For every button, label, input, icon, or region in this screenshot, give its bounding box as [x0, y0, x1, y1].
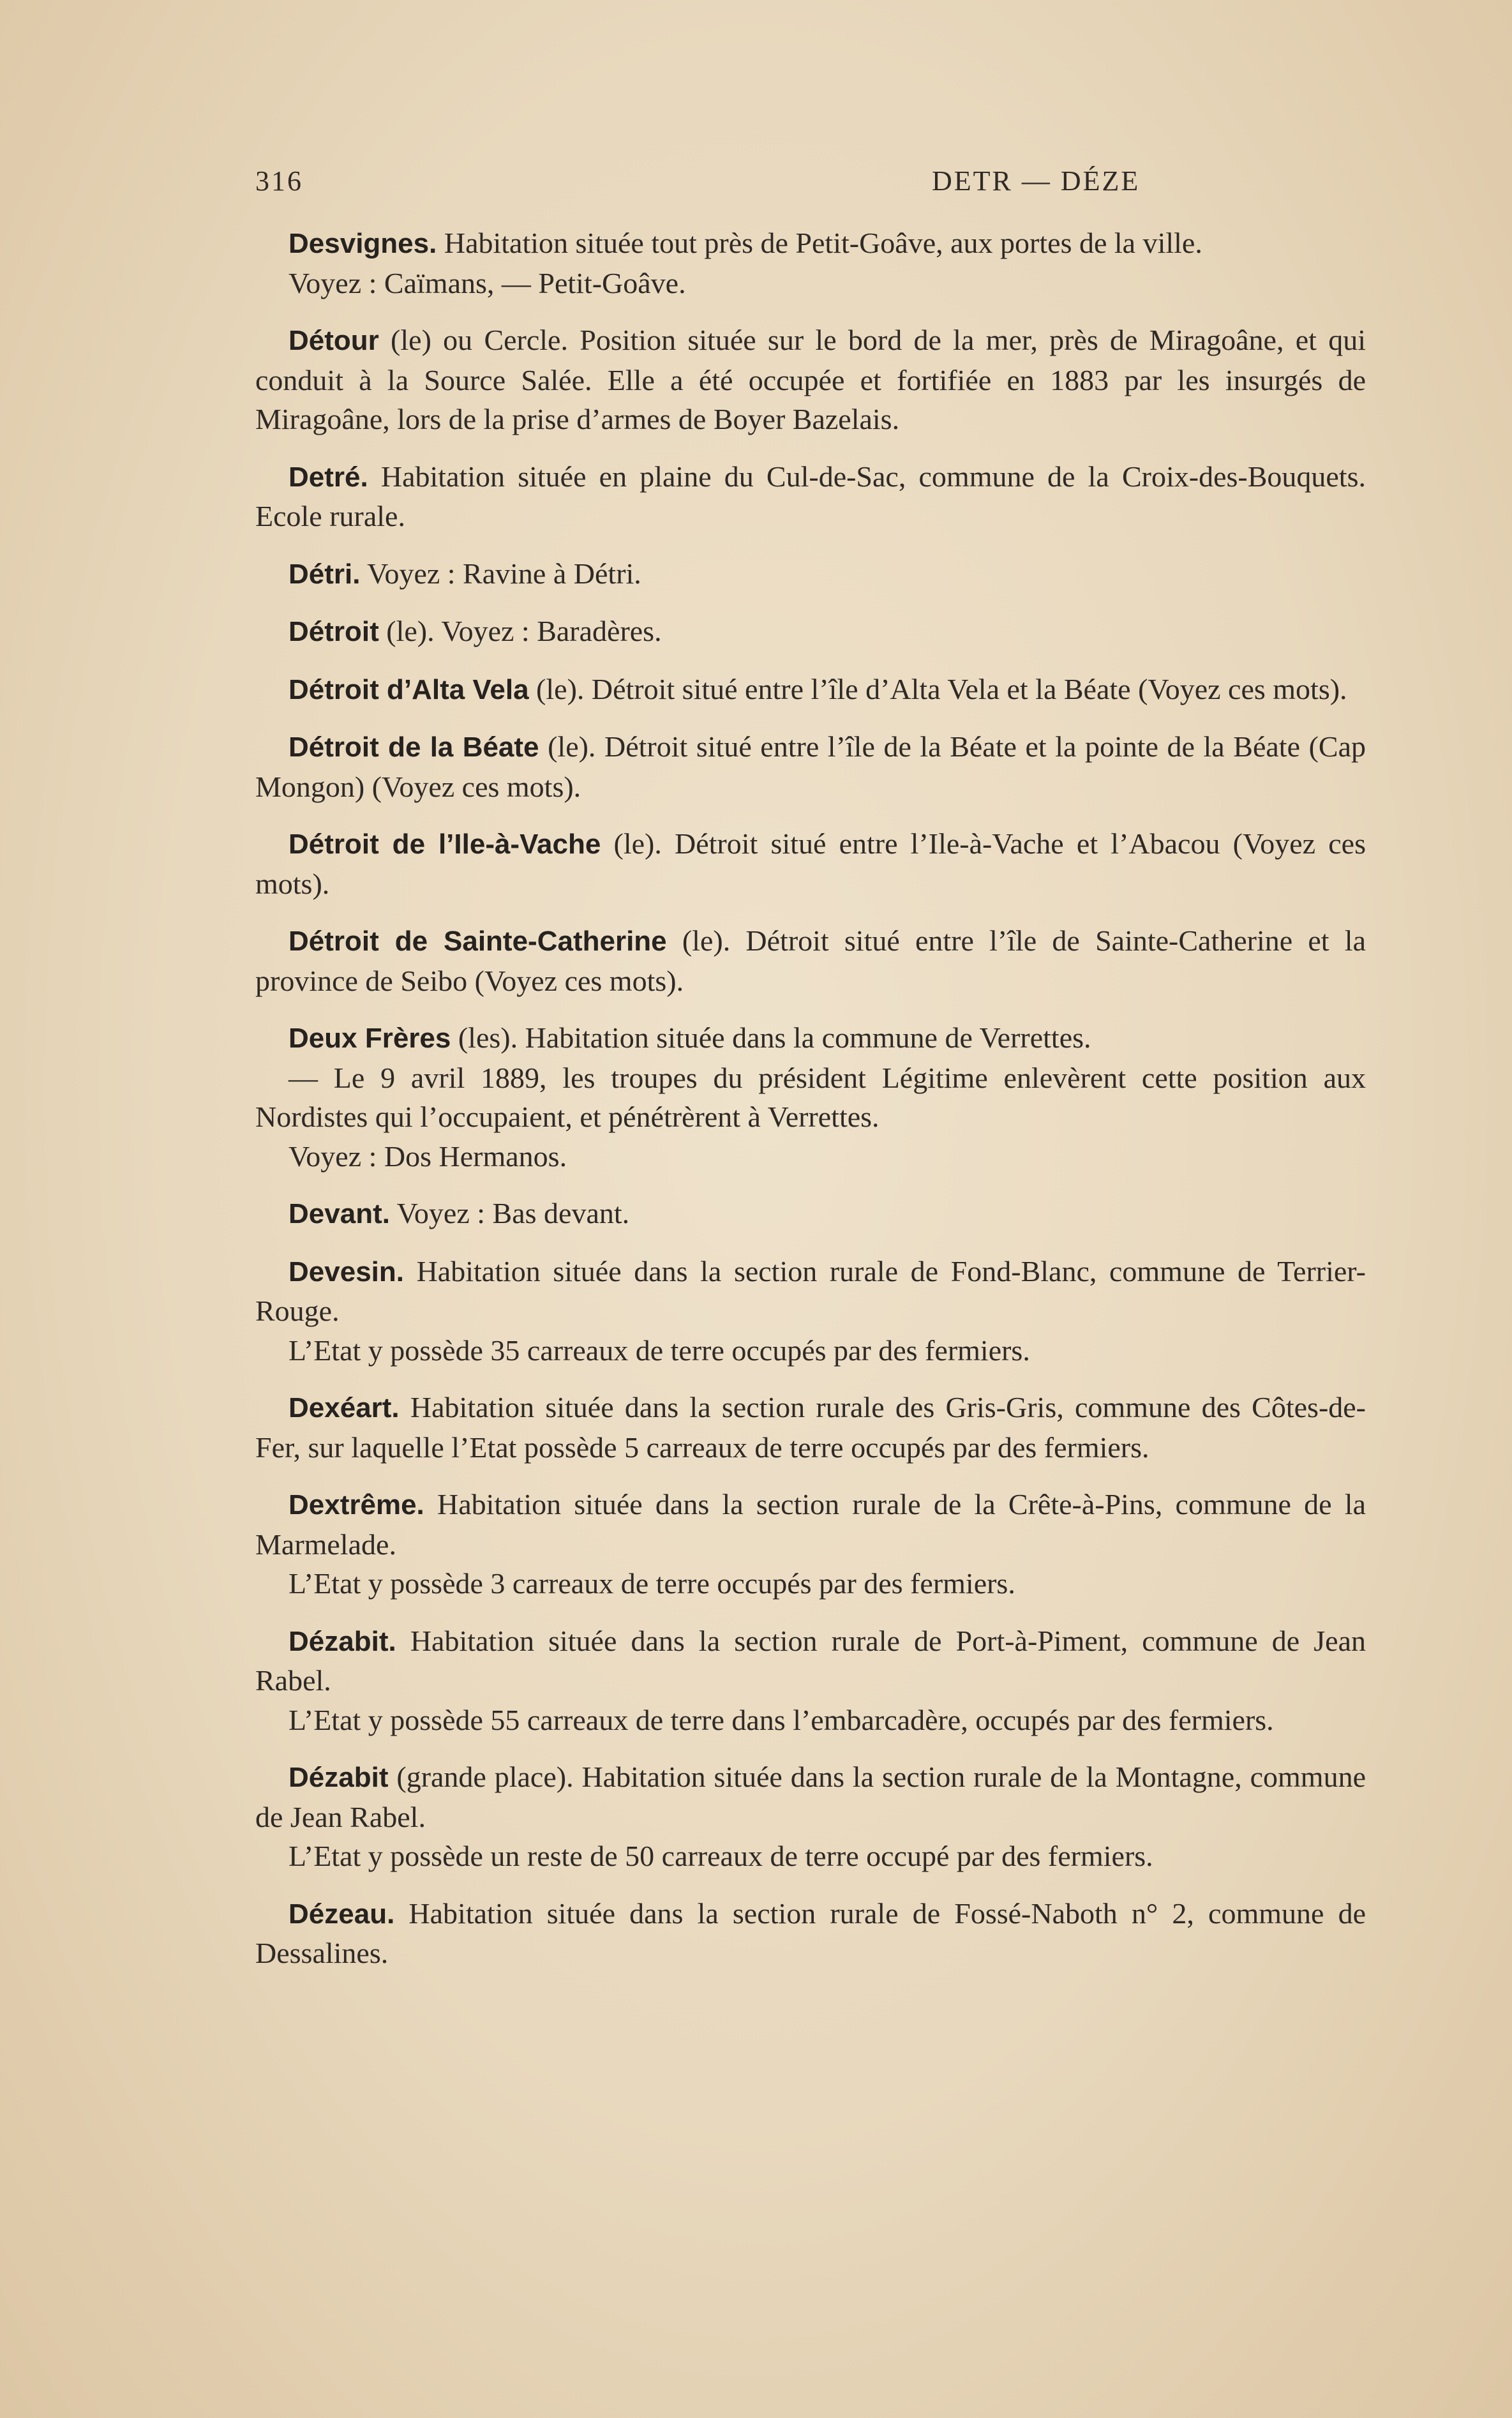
entry-headword: Détroit de Sainte-Catherine	[288, 926, 667, 957]
dictionary-entry	[255, 1485, 1366, 1603]
entry-paragraph	[255, 727, 1366, 806]
entry-headword: Dézabit.	[288, 1625, 396, 1657]
entry-paragraph	[255, 824, 1366, 903]
entry-text: Voyez : Ravine à Détri.	[360, 557, 641, 590]
dictionary-entry	[255, 1894, 1366, 1973]
entry-headword: Détroit	[288, 616, 379, 647]
entry-paragraph	[255, 1621, 1366, 1701]
entry-text: Habitation située dans la section rurale des Gris-Gris, commune des Côtes-de-Fer, sur laquelle l’Etat possède 5 carreaux de terre occupés par des fermiers.	[255, 1391, 1366, 1464]
dictionary-entry	[255, 670, 1366, 710]
entry-headword: Détroit de la Béate	[288, 732, 539, 763]
dictionary-entry	[255, 1388, 1366, 1467]
entry-text: Habitation située dans la section rurale de Fossé-Naboth n° 2, commune de Dessalines.	[255, 1896, 1366, 1969]
entry-text: Voyez : Bas devant.	[389, 1197, 630, 1229]
entry-text: (le) ou Cercle. Position située sur le bord de la mer, près de Miragoâne, et qui conduit à la Source Salée. Elle a été occupée et fortifiée en 1883 par les insurgés de Miragoâne, lors de la prise d’armes de Boyer Bazelais.	[255, 324, 1366, 435]
entry-paragraph	[255, 612, 1366, 652]
dictionary-entry	[255, 1621, 1366, 1740]
entry-headword: Dézeau.	[288, 1898, 395, 1930]
dictionary-entry	[255, 612, 1366, 652]
dictionary-entry	[255, 727, 1366, 806]
entry-headword: Desvignes.	[288, 228, 437, 259]
entry-text: (le). Voyez : Baradères.	[378, 615, 662, 647]
dictionary-entry	[255, 1252, 1366, 1370]
entry-continuation: Voyez : Dos Hermanos.	[288, 1139, 567, 1173]
entry-continuation: L’Etat y possède un reste de 50 carreaux de terre occupé par des fermiers.	[288, 1840, 1153, 1872]
entry-paragraph	[255, 670, 1366, 710]
entry-headword: Detré.	[288, 461, 368, 493]
entry-paragraph	[255, 1894, 1366, 1973]
page-number: 316	[255, 165, 303, 197]
entry-text: (le). Détroit situé entre l’Ile-à-Vache et l’Abacou (Voyez ces mots).	[255, 827, 1366, 900]
dictionary-entry	[255, 1757, 1366, 1876]
dictionary-entry	[255, 554, 1366, 594]
entry-text: Habitation située en plaine du Cul-de-Sac, commune de la Croix-des-Bouquets. Ecole rurale.	[255, 460, 1366, 532]
page-header	[255, 165, 1366, 203]
entry-paragraph	[255, 1018, 1366, 1058]
entry-headword: Dextrême.	[288, 1489, 424, 1521]
entry-continuation: L’Etat y possède 55 carreaux de terre dans l’embarcadère, occupés par des fermiers.	[288, 1703, 1274, 1736]
entry-headword: Détri.	[288, 558, 361, 590]
entry-paragraph	[255, 320, 1366, 439]
dictionary-entry	[255, 223, 1366, 303]
entry-text: Habitation située dans la section rurale de Fond-Blanc, commune de Terrier-Rouge.	[255, 1254, 1366, 1327]
dictionary-entries	[255, 223, 1366, 1991]
entry-headword: Détroit d’Alta Vela	[288, 673, 529, 705]
entry-text: (le). Détroit situé entre l’île de Sainte-Catherine et la province de Seibo (Voyez ces mots).	[255, 924, 1366, 997]
entry-paragraph	[255, 1757, 1366, 1836]
entry-text: Habitation située dans la section rurale de la Crête-à-Pins, commune de la Marmelade.	[255, 1488, 1366, 1561]
entry-headword: Devant.	[288, 1198, 390, 1229]
entry-paragraph	[255, 554, 1366, 594]
dictionary-entry	[255, 1194, 1366, 1234]
entry-paragraph	[255, 1485, 1366, 1564]
entry-text: Habitation située tout près de Petit-Goâve, aux portes de la ville.	[437, 227, 1202, 259]
dictionary-entry	[255, 1018, 1366, 1176]
entry-continuation: — Le 9 avril 1889, les troupes du président Légitime enlevèrent cette position aux Nordistes qui l’occupaient, et pénétrèrent à Verrettes.	[255, 1061, 1366, 1133]
entry-text: Habitation située dans la section rurale de Port-à-Piment, commune de Jean Rabel.	[255, 1624, 1366, 1697]
entry-paragraph	[255, 1388, 1366, 1467]
dictionary-entry	[255, 921, 1366, 1000]
entry-text: (le). Détroit situé entre l’île d’Alta Vela et la Béate (Voyez ces mots).	[528, 672, 1347, 705]
entry-paragraph	[255, 223, 1366, 264]
entry-continuation: Voyez : Caïmans, — Petit-Goâve.	[288, 266, 686, 299]
entry-headword: Devesin.	[288, 1256, 404, 1288]
entry-paragraph	[255, 457, 1366, 536]
entry-paragraph	[255, 921, 1366, 1000]
entry-continuation: L’Etat y possède 3 carreaux de terre occupés par des fermiers.	[288, 1567, 1015, 1600]
dictionary-entry	[255, 457, 1366, 536]
entry-text: (les). Habitation située dans la commune de Verrettes.	[451, 1021, 1091, 1054]
entry-continuation: L’Etat y possède 35 carreaux de terre occupés par des fermiers.	[288, 1333, 1030, 1367]
entry-headword: Deux Frères	[288, 1023, 451, 1054]
entry-headword: Dézabit	[288, 1762, 389, 1793]
entry-text: (le). Détroit situé entre l’île de la Béate et la pointe de la Béate (Cap Mongon) (Voyez ces mots).	[255, 730, 1366, 803]
entry-headword: Dexéart.	[288, 1392, 400, 1423]
entry-text: (grande place). Habitation située dans la section rurale de la Montagne, commune de Jean Rabel.	[255, 1761, 1366, 1833]
entry-headword: Détour	[288, 325, 379, 356]
dictionary-entry	[255, 824, 1366, 903]
entry-paragraph	[255, 1194, 1366, 1234]
running-head: DETR — DÉZE	[932, 165, 1141, 197]
dictionary-entry	[255, 320, 1366, 439]
entry-headword: Détroit de l’Ile-à-Vache	[288, 829, 601, 860]
entry-paragraph	[255, 1252, 1366, 1331]
